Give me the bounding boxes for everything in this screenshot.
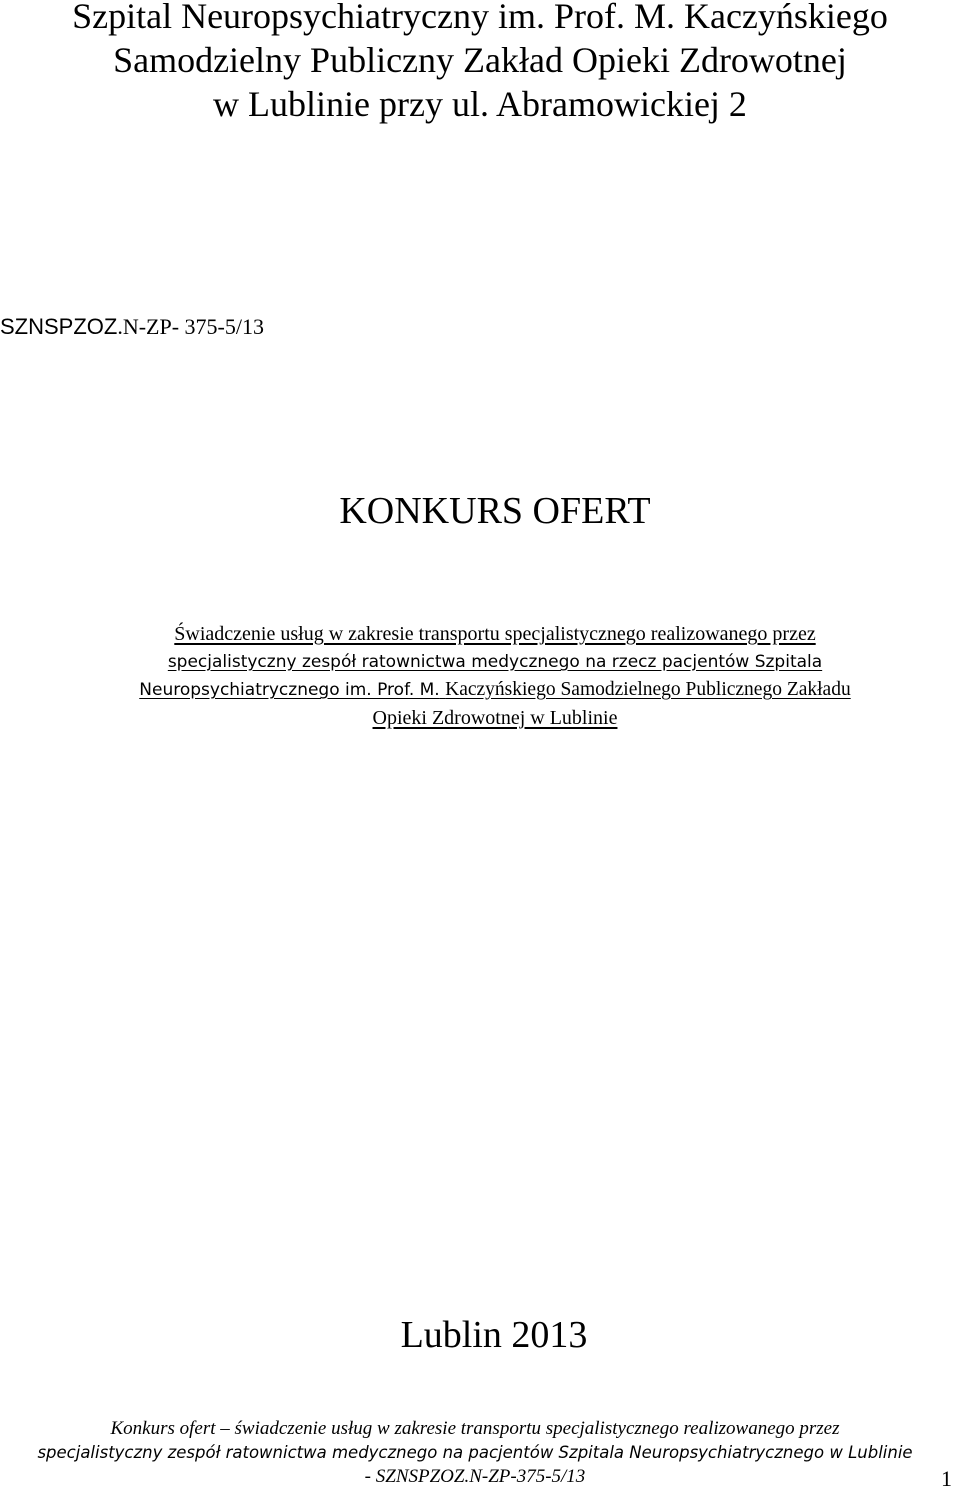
reference-prefix: SZNSPZOZ	[0, 314, 118, 339]
reference-suffix: .N-ZP- 375-5/13	[117, 314, 264, 339]
subject-description	[0, 620, 960, 732]
subject-line-3a: Neuropsychiatrycznego im. Prof. M.	[139, 680, 440, 700]
page-number: 1	[941, 1466, 952, 1491]
header-line-1: Szpital Neuropsychiatryczny im. Prof. M. Kaczyńskiego	[72, 0, 888, 36]
footer-line-2: specjalistyczny zespół ratownictwa medycznego na pacjentów Szpitala Neuropsychiatrycznego w Lublinie	[37, 1443, 913, 1462]
subject-line-3b: Kaczyńskiego Samodzielnego Publicznego Zakładu	[445, 679, 851, 700]
city-year: Lublin 2013	[400, 1314, 588, 1356]
footer-line-3: - SZNSPZOZ.N-ZP-375-5/13	[364, 1466, 586, 1487]
footer-line-1: Konkurs ofert – świadczenie usług w zakresie transportu specjalistycznego realizowanego przez	[110, 1418, 840, 1439]
subject-line-1: Świadczenie usług w zakresie transportu specjalistycznego realizowanego przez	[174, 623, 816, 645]
institution-header	[0, 0, 960, 126]
header-line-3: w Lublinie przy ul. Abramowickiej 2	[213, 84, 747, 124]
header-line-2: Samodzielny Publiczny Zakład Opieki Zdrowotnej	[113, 40, 847, 80]
subject-line-4: Opieki Zdrowotnej w Lublinie	[372, 707, 618, 729]
subject-line-2: specjalistyczny zespół ratownictwa medycznego na rzecz pacjentów Szpitala	[167, 652, 823, 672]
reference-number	[0, 312, 264, 342]
document-title: KONKURS OFERT	[339, 490, 651, 532]
page-footer	[0, 1417, 950, 1489]
